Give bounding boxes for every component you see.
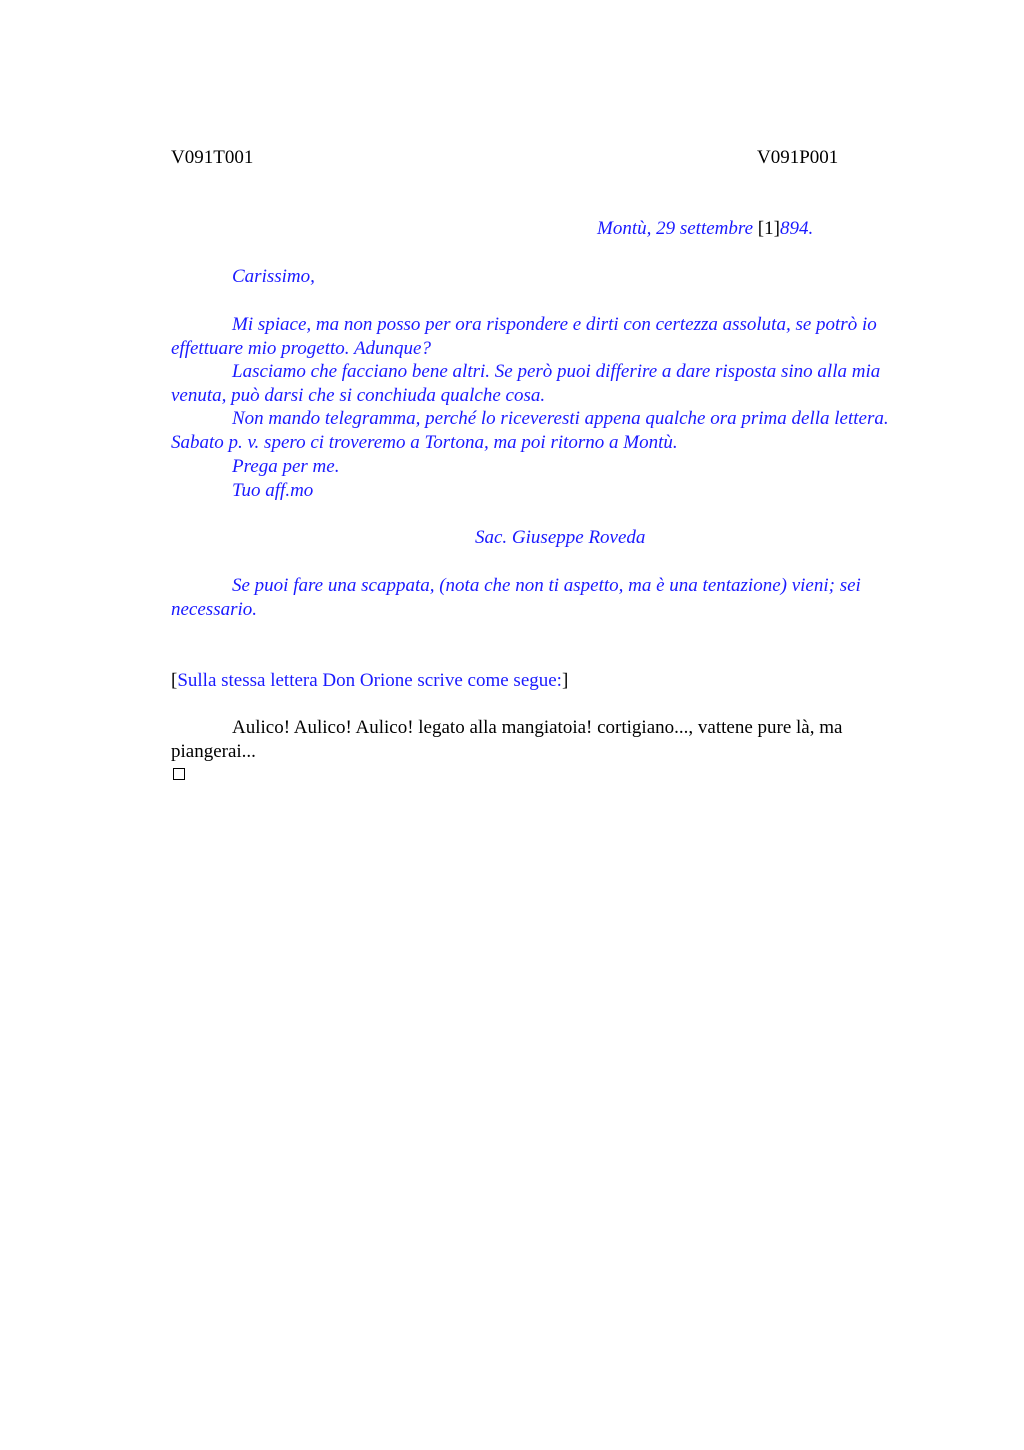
- header-right-code: V091P001: [757, 147, 839, 168]
- letter-postscript: Se puoi fare una scappata, (nota che non ti aspetto, ma è una tentazione) vieni; sei necessario.: [171, 575, 861, 620]
- letter-paragraph-3: Non mando telegramma, perché lo riceveresti appena qualche ora prima della lettera. Sabato p. v. spero ci troveremo a Tortona, ma poi ritorno a Montù.: [171, 408, 889, 453]
- salutation: Carissimo,: [232, 266, 315, 287]
- letter-signature: Sac. Giuseppe Roveda: [475, 527, 646, 548]
- date-place: Montù, 29 settembre: [597, 218, 754, 239]
- letter-paragraph-4: Prega per me.: [232, 456, 340, 477]
- note-close-bracket: ]: [561, 670, 569, 691]
- editorial-note: [171, 669, 568, 693]
- date-year: 894.: [779, 218, 814, 239]
- letter-closing: Tuo aff.mo: [232, 480, 314, 501]
- date-bracket: [1]: [757, 218, 780, 239]
- letter-date: [597, 217, 813, 241]
- document-page: [171, 0, 919, 1450]
- note-open-bracket: [: [171, 670, 178, 691]
- note-text: Sulla stessa lettera Don Orione scrive come segue:: [177, 670, 562, 691]
- empty-square-icon: [173, 768, 185, 780]
- letter-paragraph-1: Mi spiace, ma non posso per ora rispondere e dirti con certezza assoluta, se potrò io effettuare mio progetto. Adunque?: [171, 314, 877, 359]
- letter-paragraph-2: Lasciamo che facciano bene altri. Se però puoi differire a dare risposta sino alla mia venuta, può darsi che si conchiuda qualche cosa.: [171, 361, 881, 406]
- header-left-code: V091T001: [171, 147, 254, 168]
- reply-paragraph: Aulico! Aulico! Aulico! legato alla mangiatoia! cortigiano..., vattene pure là, ma piangerai...: [171, 717, 843, 762]
